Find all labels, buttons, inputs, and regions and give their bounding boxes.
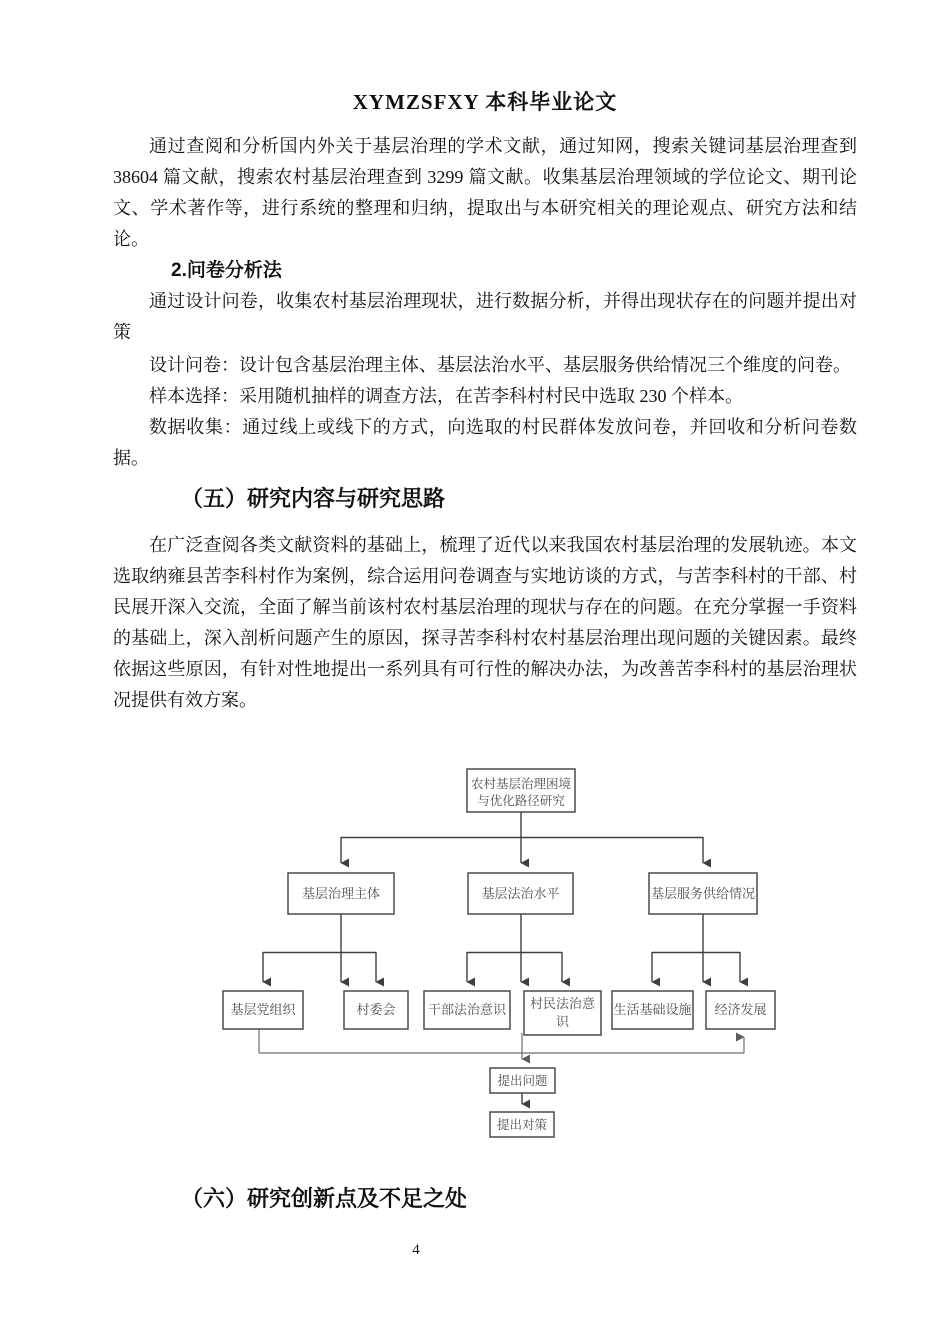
paragraph-sample-selection: 样本选择：采用随机抽样的调查方法，在苦李科村村民中选取 230 个样本。 bbox=[149, 386, 743, 406]
svg-text:与优化路径研究: 与优化路径研究 bbox=[477, 794, 565, 808]
svg-text:基层党组织: 基层党组织 bbox=[230, 1002, 296, 1017]
flowchart-node-cadre-law-awareness bbox=[424, 991, 510, 1029]
svg-text:经济发展: 经济发展 bbox=[714, 1002, 767, 1017]
connectors-group-service-supply bbox=[652, 914, 740, 982]
paragraph-questionnaire-design: 设计问卷：设计包含基层治理主体、基层法治水平、基层服务供给情况三个维度的问卷。 bbox=[149, 355, 851, 375]
page-content bbox=[113, 0, 857, 716]
svg-text:提出问题: 提出问题 bbox=[497, 1074, 548, 1088]
svg-text:提出对策: 提出对策 bbox=[496, 1118, 548, 1132]
svg-text:识: 识 bbox=[555, 1014, 570, 1029]
svg-text:干部法治意识: 干部法治意识 bbox=[427, 1002, 507, 1017]
flowchart-node-root bbox=[467, 769, 575, 812]
document-header-title: XYMZSFXY 本科毕业论文 bbox=[352, 90, 618, 114]
paragraph-research-content: 在广泛查阅各类文献资料的基础上，梳理了近代以来我国农村基层治理的发展轨迹。本文选取纳雍县苦李科村作为案例，综合运用问卷调查与实地访谈的方式，与苦李科村的干部、村民展开深入交流，全面了解当前该村农村基层治理的现状与存在的问题。在充分掌握一手资料的基础上，深入剖析问题产生的原因，探寻苦李科村农村基层治理出现问题的关键因素。最终依据这些原因，有针对性地提出一系列具有可行性的解决办法，为改善苦李科村的基层治理状况提供有效方案。 bbox=[113, 535, 857, 710]
connectors-root-to-level2 bbox=[341, 812, 703, 863]
flowchart-node-raise-problems bbox=[490, 1068, 555, 1093]
research-route-flowchart bbox=[0, 755, 950, 1155]
svg-text:生活基础设施: 生活基础设施 bbox=[613, 1002, 692, 1017]
paragraph-data-collection: 数据收集：通过线上或线下的方式，向选取的村民群体发放问卷，并回收和分析问卷数据。 bbox=[113, 417, 857, 468]
svg-text:农村基层治理困境: 农村基层治理困境 bbox=[470, 777, 572, 791]
connectors-group-governance-body bbox=[263, 914, 376, 982]
svg-text:基层法治水平: 基层法治水平 bbox=[481, 886, 560, 901]
flowchart-node-infrastructure bbox=[612, 991, 693, 1029]
flowchart-node-rule-of-law bbox=[468, 873, 573, 914]
heading-questionnaire-method: 2.问卷分析法 bbox=[171, 260, 282, 281]
svg-text:基层治理主体: 基层治理主体 bbox=[301, 886, 381, 901]
heading-section-six: （六）研究创新点及不足之处 bbox=[181, 1186, 468, 1211]
svg-text:村民法治意: 村民法治意 bbox=[529, 996, 596, 1011]
flowchart-node-villager-law-awareness bbox=[524, 991, 601, 1035]
flowchart-node-service-supply bbox=[649, 873, 757, 914]
flowchart-node-propose-solutions bbox=[490, 1112, 554, 1137]
connectors-group-rule-of-law bbox=[467, 914, 562, 982]
flowchart-node-village-committee bbox=[344, 991, 408, 1029]
svg-text:村委会: 村委会 bbox=[356, 1002, 396, 1017]
flowchart-node-governance-body bbox=[288, 873, 394, 914]
flowchart-node-party-org bbox=[223, 991, 303, 1029]
page-number: 4 bbox=[412, 1242, 420, 1258]
paragraph-literature-method: 通过查阅和分析国内外关于基层治理的学术文献，通过知网，搜索关键词基层治理查到 38604 篇文献，搜索农村基层治理查到 3299 篇文献。收集基层治理领域的学位论文、期刊论文、学术著作等，进行系统的整理和归纳，提取出与本研究相关的理论观点、研究方法和结论。 bbox=[113, 136, 857, 249]
paragraph-questionnaire-intro: 通过设计问卷，收集农村基层治理现状，进行数据分析，并得出现状存在的问题并提出对策 bbox=[113, 291, 857, 342]
svg-text:基层服务供给情况: 基层服务供给情况 bbox=[650, 886, 756, 901]
heading-section-five: （五）研究内容与研究思路 bbox=[181, 486, 446, 511]
flowchart-node-economic-dev bbox=[706, 991, 775, 1029]
